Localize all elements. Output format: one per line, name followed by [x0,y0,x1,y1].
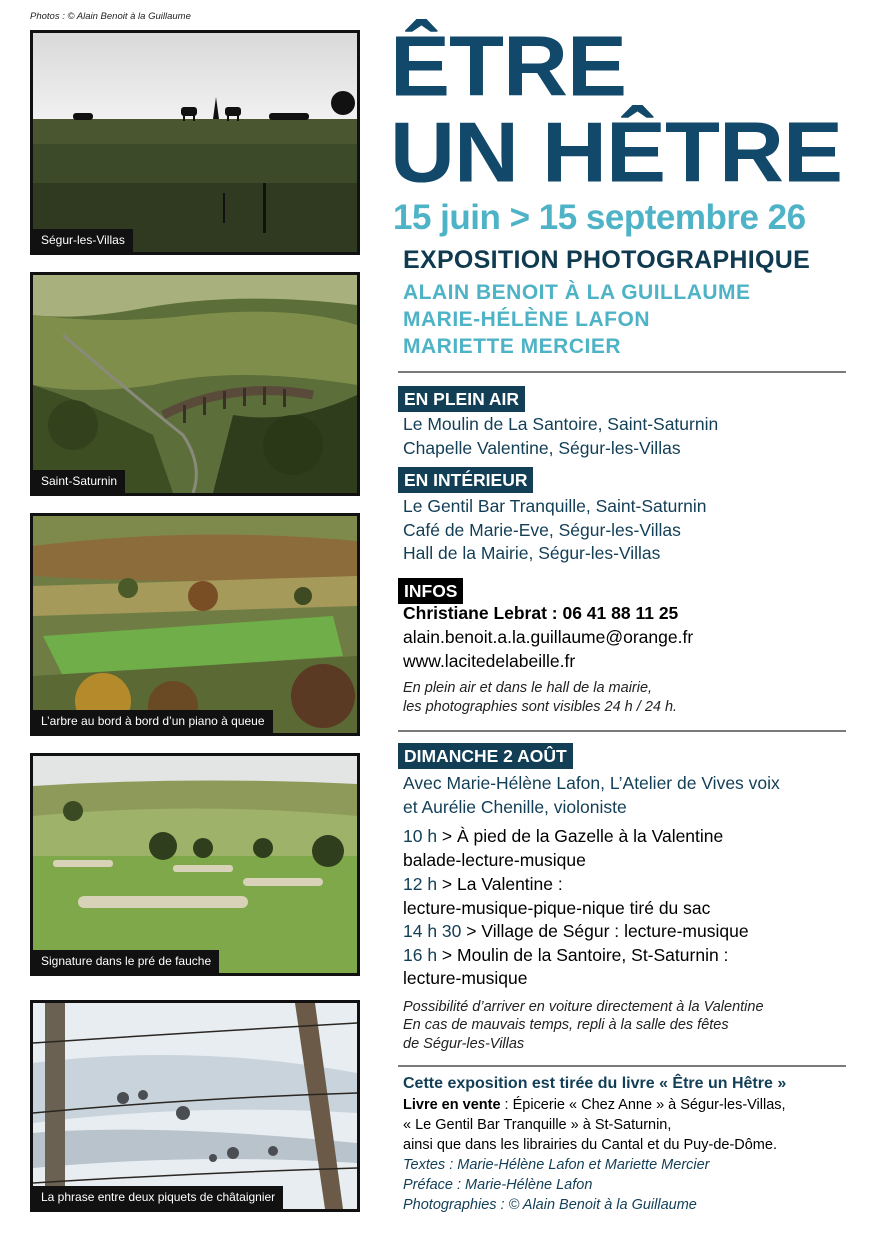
info-note: les photographies sont visibles 24 h / 24 h. [403,699,678,715]
event-desc: lecture-musique [403,968,528,988]
event-place: Village de Ségur : [481,921,620,941]
divider [398,730,846,732]
event-place: Moulin de la Santoire, St-Saturnin : [457,945,729,965]
event-note: de Ségur-les-Villas [403,1036,525,1052]
photo-caption: Saint-Saturnin [33,470,125,493]
venue: Le Gentil Bar Tranquille, Saint-Saturnin [403,496,707,516]
photo-caption: L’arbre au bord à bord d’un piano à queue [33,710,273,733]
contact-email[interactable]: alain.benoit.a.la.guillaume@orange.fr [403,627,694,647]
event-intro: et Aurélie Chenille, violoniste [403,797,627,817]
event-desc: lecture-musique-pique-nique tiré du sac [403,898,711,918]
section-tag-infos: INFOS [398,578,463,604]
title-line-2: UN HÊTRE [390,105,843,201]
venue: Café de Marie-Eve, Ségur-les-Villas [403,520,681,540]
book-heading: Cette exposition est tirée du livre « Être un Hêtre » [403,1075,787,1092]
event-item: 14 h 30 > Village de Ségur : lecture-musique [403,921,749,941]
event-desc: lecture-musique [624,921,749,941]
photo-segur-les-villas [30,30,360,255]
exhibition-dates: 15 juin > 15 septembre 26 [393,198,806,237]
event-intro: Avec Marie-Hélène Lafon, L’Atelier de Vives voix [403,773,780,793]
event-note: Possibilité d’arriver en voiture directement à la Valentine [403,999,764,1015]
title-line-1: ÊTRE [390,19,627,115]
event-time: 10 h [403,826,438,846]
info-note: En plein air et dans le hall de la mairie, [403,680,653,696]
photo-caption: Signature dans le pré de fauche [33,950,219,973]
website-link[interactable]: www.lacitedelabeille.fr [403,651,576,671]
divider [398,1065,846,1067]
event-item: 12 h > La Valentine : [403,874,563,894]
photo-caption: Ségur-les-Villas [33,229,133,252]
book-sale-label: Livre en vente [403,1097,501,1113]
book-credit: Préface : Marie-Hélène Lafon [403,1177,593,1193]
event-time: 16 h [403,945,438,965]
photo-arbre-piano [30,513,360,736]
exhibition-type: EXPOSITION PHOTOGRAPHIQUE [403,246,811,274]
photo-pre-de-fauche [30,753,360,976]
contact-phone: Christiane Lebrat : 06 41 88 11 25 [403,603,679,623]
book-credit: Textes : Marie-Hélène Lafon et Mariette Mercier [403,1157,710,1173]
venue: Le Moulin de La Santoire, Saint-Saturnin [403,414,719,434]
photo-saint-saturnin [30,272,360,496]
book-sale-line [403,1097,786,1113]
venue: Chapelle Valentine, Ségur-les-Villas [403,438,681,458]
divider [398,371,846,373]
event-desc: balade-lecture-musique [403,850,586,870]
book-credit: Photographies : © Alain Benoit à la Guillaume [403,1197,697,1213]
section-tag-dimanche: DIMANCHE 2 AOÛT [398,743,573,769]
event-time: 14 h 30 [403,921,462,941]
book-sale-line: ainsi que dans les librairies du Cantal et du Puy-de-Dôme. [403,1137,777,1153]
photo-caption: La phrase entre deux piquets de châtaignier [33,1186,283,1209]
book-sale-text: : Épicerie « Chez Anne » à Ségur-les-Villas, [500,1097,786,1113]
event-time: 12 h [403,874,438,894]
photo-credit: Photos : © Alain Benoit à la Guillaume [30,11,191,22]
section-tag-interieur: EN INTÉRIEUR [398,467,533,493]
section-tag-plein-air: EN PLEIN AIR [398,386,525,412]
event-place: La Valentine : [457,874,563,894]
book-sale-line: « Le Gentil Bar Tranquille » à St-Saturnin, [403,1117,672,1133]
event-note: En cas de mauvais temps, repli à la salle des fêtes [403,1017,729,1033]
event-item: 16 h > Moulin de la Santoire, St-Saturnin : [403,945,729,965]
photo-piquets-chataignier [30,1000,360,1212]
event-item: 10 h > À pied de la Gazelle à la Valentine [403,826,724,846]
author-name: MARIETTE MERCIER [403,335,621,358]
author-name: ALAIN BENOIT À LA GUILLAUME [403,281,751,304]
venue: Hall de la Mairie, Ségur-les-Villas [403,543,661,563]
event-place: À pied de la Gazelle à la Valentine [457,826,724,846]
author-name: MARIE-HÉLÈNE LAFON [403,308,650,331]
